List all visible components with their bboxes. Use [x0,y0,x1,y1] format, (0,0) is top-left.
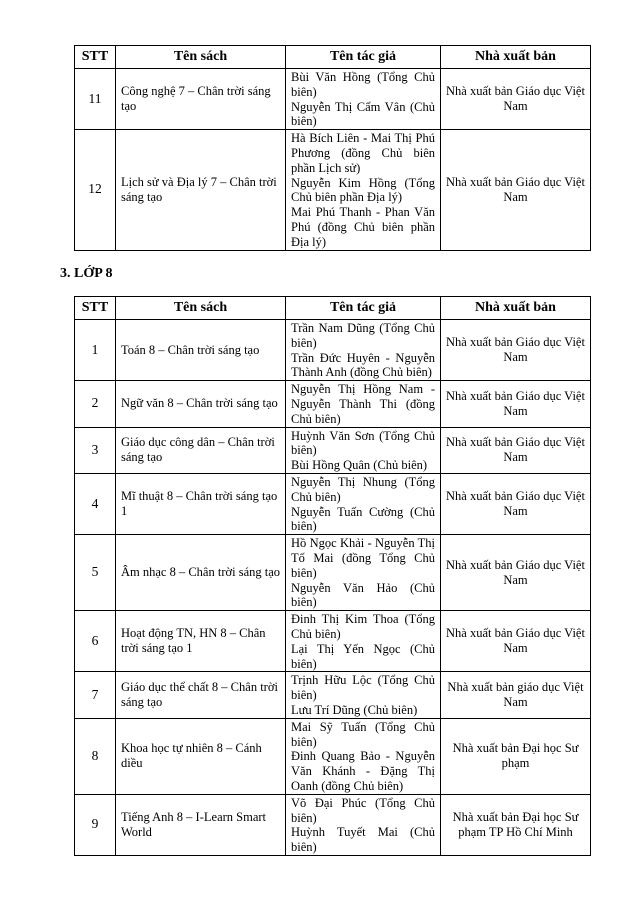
row-authors [286,130,441,250]
header-authors: Tên tác giả [286,297,441,320]
row-publisher: Nhà xuất bản Đại học Sư phạm [441,718,591,794]
row-book-title: Lịch sử và Địa lý 7 – Chân trời sáng tạo [116,130,286,250]
author-entry: Võ Đại Phúc (Tổng Chủ biên) [291,795,435,825]
table-row [75,427,591,473]
author-entry: Đinh Quang Bảo - Nguyễn Văn Khánh - Đặng Thị Oanh (đồng Chủ biên) [291,749,435,793]
table-row [75,672,591,718]
table-header-row [75,297,591,320]
header-title: Tên sách [116,46,286,69]
textbook-table-grade7 [74,45,591,251]
row-book-title: Âm nhạc 8 – Chân trời sáng tạo [116,535,286,611]
header-title: Tên sách [116,297,286,320]
row-book-title: Giáo dục thể chất 8 – Chân trời sáng tạo [116,672,286,718]
author-entry: Mai Phú Thanh - Phan Văn Phú (đồng Chủ biên phần Địa lý) [291,205,435,249]
row-authors [286,535,441,611]
row-stt: 8 [75,718,116,794]
row-publisher: Nhà xuất bản Giáo dục Việt Nam [441,381,591,427]
row-publisher: Nhà xuất bản Giáo dục Việt Nam [441,320,591,381]
row-book-title: Tiếng Anh 8 – I-Learn Smart World [116,794,286,855]
textbook-table-grade8 [74,296,591,856]
row-stt: 7 [75,672,116,718]
author-entry: Bùi Văn Hồng (Tổng Chủ biên) [291,70,435,99]
author-entry: Hà Bích Liên - Mai Thị Phú Phương (đồng Chủ biên phần Lịch sử) [291,131,435,175]
row-authors [286,718,441,794]
header-stt: STT [75,46,116,69]
row-publisher: Nhà xuất bản Giáo dục Việt Nam [441,611,591,672]
row-book-title: Mĩ thuật 8 – Chân trời sáng tạo 1 [116,473,286,534]
table-row [75,718,591,794]
row-stt: 11 [75,69,116,130]
row-authors [286,473,441,534]
table-row [75,794,591,855]
row-stt: 3 [75,427,116,473]
row-authors [286,69,441,130]
table-row [75,611,591,672]
author-entry: Đinh Thị Kim Thoa (Tổng Chủ biên) [291,612,435,641]
author-entry: Nguyễn Tuấn Cường (Chủ biên) [291,504,435,534]
author-entry: Nguyễn Kim Hồng (Tổng Chủ biên phần Địa lý) [291,175,435,205]
row-authors [286,381,441,427]
author-entry: Hồ Ngọc Khải - Nguyễn Thị Tố Mai (đồng Tổng Chủ biên) [291,536,435,580]
header-publisher: Nhà xuất bản [441,46,591,69]
author-entry: Trịnh Hữu Lộc (Tổng Chủ biên) [291,673,435,703]
header-authors: Tên tác giả [286,46,441,69]
row-book-title: Toán 8 – Chân trời sáng tạo [116,320,286,381]
row-stt: 1 [75,320,116,381]
row-publisher: Nhà xuất bản Giáo dục Việt Nam [441,427,591,473]
author-entry: Trần Đức Huyên - Nguyễn Thành Anh (đồng Chủ biên) [291,350,435,380]
row-authors [286,427,441,473]
author-entry: Nguyễn Văn Hảo (Chủ biên) [291,580,435,610]
row-book-title: Giáo dục công dân – Chân trời sáng tạo [116,427,286,473]
table-row [75,381,591,427]
header-stt: STT [75,297,116,320]
header-publisher: Nhà xuất bản [441,297,591,320]
row-publisher: Nhà xuất bản Giáo dục Việt Nam [441,473,591,534]
author-entry: Huỳnh Văn Sơn (Tổng Chủ biên) [291,428,435,458]
row-book-title: Hoạt động TN, HN 8 – Chân trời sáng tạo 1 [116,611,286,672]
row-book-title: Công nghệ 7 – Chân trời sáng tạo [116,69,286,130]
author-entry: Lưu Trí Dũng (Chủ biên) [291,702,418,717]
author-entry: Nguyễn Thị Nhung (Tổng Chủ biên) [291,474,435,504]
author-entry: Trần Nam Dũng (Tổng Chủ biên) [291,321,435,350]
table-row [75,320,591,381]
row-publisher: Nhà xuất bản Giáo dục Việt Nam [441,69,591,130]
row-authors [286,672,441,718]
row-stt: 6 [75,611,116,672]
row-book-title: Khoa học tự nhiên 8 – Cánh diều [116,718,286,794]
author-entry: Mai Sỹ Tuấn (Tổng Chủ biên) [291,719,435,749]
row-publisher: Nhà xuất bản Giáo dục Việt Nam [441,535,591,611]
row-stt: 12 [75,130,116,250]
row-book-title: Ngữ văn 8 – Chân trời sáng tạo [116,381,286,427]
table-row [75,130,591,250]
row-publisher: Nhà xuất bản Đại học Sư phạm TP Hồ Chí Minh [441,794,591,855]
table-header-row [75,46,591,69]
row-stt: 4 [75,473,116,534]
author-entry: Nguyễn Thị Hồng Nam - Nguyễn Thành Thi (đồng Chủ biên) [291,382,435,426]
row-authors [286,794,441,855]
author-entry: Huỳnh Tuyết Mai (Chủ biên) [291,825,435,855]
row-authors [286,611,441,672]
author-entry: Nguyễn Thị Cẩm Vân (Chủ biên) [291,99,435,129]
row-publisher: Nhà xuất bản giáo dục Việt Nam [441,672,591,718]
row-stt: 9 [75,794,116,855]
row-stt: 5 [75,535,116,611]
row-authors [286,320,441,381]
section-title: 3. LỚP 8 [60,266,113,281]
author-entry: Lại Thị Yến Ngọc (Chủ biên) [291,641,435,671]
row-publisher: Nhà xuất bản Giáo dục Việt Nam [441,130,591,250]
row-stt: 2 [75,381,116,427]
table-row [75,69,591,130]
table-row [75,473,591,534]
table-row [75,535,591,611]
author-entry: Bùi Hồng Quân (Chủ biên) [291,458,428,473]
